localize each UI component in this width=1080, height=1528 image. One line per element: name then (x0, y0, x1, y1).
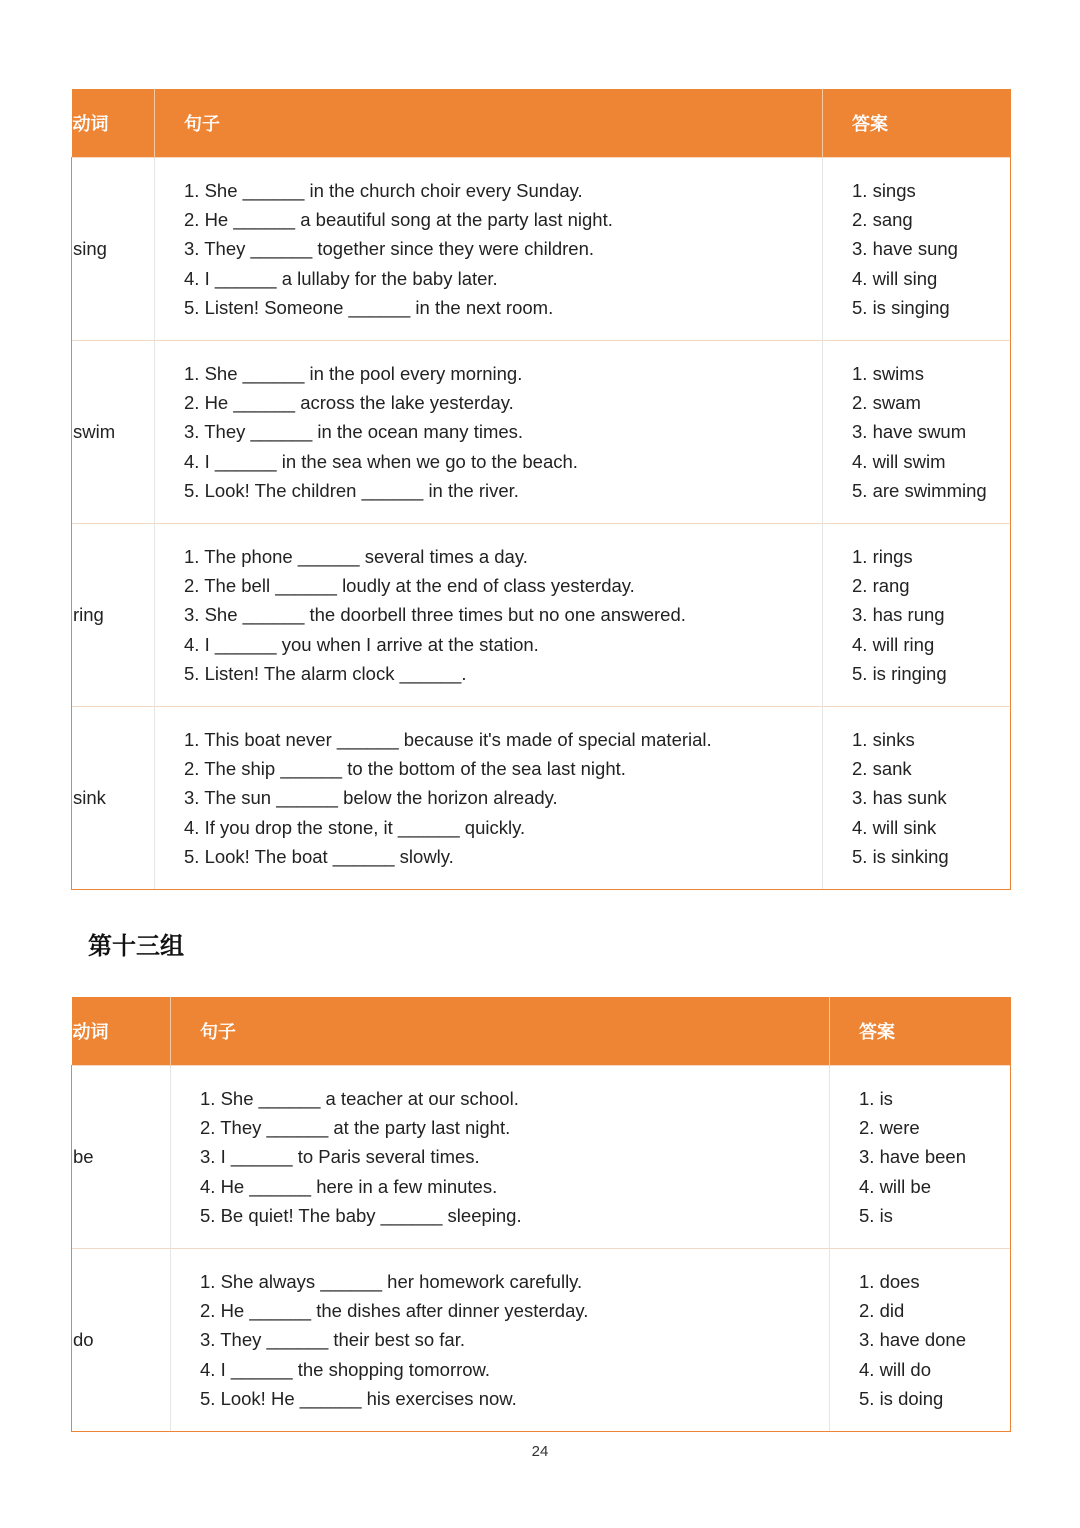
sentence-cell (155, 524, 823, 707)
sentence-line: 4. I ______ the shopping tomorrow. (200, 1358, 491, 1380)
header-sentence: 句子 (171, 997, 830, 1066)
answer-line: 1. sinks (852, 728, 915, 750)
verb-cell: ring (72, 524, 155, 707)
table-row (72, 1249, 1011, 1432)
answer-line: 4. will be (859, 1175, 931, 1197)
verb-table-2 (71, 997, 1011, 1432)
sentence-line: 1. She ______ in the pool every morning. (184, 362, 523, 384)
answer-line: 1. rings (852, 545, 913, 567)
table-body-2 (72, 1066, 1011, 1432)
answer-line: 3. have done (859, 1329, 966, 1351)
sentence-line: 3. I ______ to Paris several times. (200, 1146, 480, 1168)
answer-line: 3. has sunk (852, 787, 947, 809)
answer-cell (823, 158, 1011, 341)
sentence-line: 1. She always ______ her homework carefully. (200, 1270, 583, 1292)
sentence-line: 1. This boat never ______ because it's made of special material. (184, 728, 712, 750)
header-sentence: 句子 (155, 89, 823, 158)
answer-line: 5. is doing (859, 1387, 944, 1409)
answer-line: 1. sings (852, 179, 916, 201)
sentence-line: 5. Be quiet! The baby ______ sleeping. (200, 1204, 522, 1226)
sentence-line: 1. She ______ in the church choir every Sunday. (184, 179, 583, 201)
sentence-line: 5. Look! The children ______ in the river. (184, 479, 519, 501)
verb-table-1 (71, 89, 1011, 890)
sentence-line: 1. The phone ______ several times a day. (184, 545, 528, 567)
answer-line: 4. will ring (852, 633, 935, 655)
answer-cell (823, 707, 1011, 890)
sentence-line: 5. Listen! The alarm clock ______. (184, 662, 467, 684)
sentence-line: 3. They ______ together since they were children. (184, 238, 594, 260)
sentence-line: 3. They ______ in the ocean many times. (184, 421, 524, 443)
sentence-cell (171, 1249, 830, 1432)
sentence-line: 4. I ______ you when I arrive at the station. (184, 633, 539, 655)
table-body-1 (72, 158, 1011, 890)
answer-line: 2. sang (852, 209, 913, 231)
sentence-cell (155, 158, 823, 341)
sentence-cell (171, 1066, 830, 1249)
page-number: 24 (531, 1443, 549, 1460)
answer-line: 1. is (859, 1087, 893, 1109)
verb-cell: sink (72, 707, 155, 890)
verb-cell: be (72, 1066, 171, 1249)
answer-cell (823, 341, 1011, 524)
header-answer: 答案 (823, 89, 1011, 158)
sentence-line: 4. I ______ a lullaby for the baby later. (184, 267, 498, 289)
answer-line: 1. does (859, 1270, 920, 1292)
answer-line: 5. is ringing (852, 662, 947, 684)
answer-line: 1. swims (852, 362, 924, 384)
sentence-line: 2. He ______ the dishes after dinner yesterday. (200, 1300, 589, 1322)
group-title: 第十三组 (88, 933, 184, 960)
sentence-line: 2. He ______ across the lake yesterday. (184, 392, 514, 414)
table-row (72, 158, 1011, 341)
answer-line: 2. rang (852, 575, 910, 597)
answer-line: 4. will sink (852, 816, 937, 838)
sentence-line: 3. The sun ______ below the horizon already. (184, 787, 558, 809)
table-header-row (72, 89, 1011, 158)
table-row (72, 341, 1011, 524)
answer-line: 5. is sinking (852, 845, 949, 867)
answer-line: 3. have been (859, 1146, 966, 1168)
answer-cell (823, 524, 1011, 707)
answer-line: 2. did (859, 1300, 905, 1322)
answer-line: 3. has rung (852, 604, 945, 626)
answer-cell (830, 1066, 1011, 1249)
answer-line: 4. will swim (852, 450, 946, 472)
answer-line: 2. were (859, 1117, 920, 1139)
sentence-line: 2. He ______ a beautiful song at the party last night. (184, 209, 613, 231)
answer-line: 3. have sung (852, 238, 958, 260)
sentence-line: 2. The ship ______ to the bottom of the sea last night. (184, 758, 626, 780)
table-header-row (72, 997, 1011, 1066)
table-row (72, 1066, 1011, 1249)
sentence-line: 3. They ______ their best so far. (200, 1329, 465, 1351)
sentence-line: 5. Listen! Someone ______ in the next room. (184, 296, 554, 318)
sentence-cell (155, 707, 823, 890)
table-row (72, 707, 1011, 890)
answer-line: 5. is (859, 1204, 893, 1226)
answer-line: 2. swam (852, 392, 921, 414)
sentence-line: 2. The bell ______ loudly at the end of class yesterday. (184, 575, 635, 597)
sentence-line: 3. She ______ the doorbell three times but no one answered. (184, 604, 686, 626)
sentence-line: 1. She ______ a teacher at our school. (200, 1087, 519, 1109)
sentence-line: 4. I ______ in the sea when we go to the beach. (184, 450, 578, 472)
answer-line: 3. have swum (852, 421, 967, 443)
answer-line: 5. are swimming (852, 479, 987, 501)
table-row (72, 524, 1011, 707)
header-verb: 动词 (72, 997, 171, 1066)
verb-cell: sing (72, 158, 155, 341)
answer-line: 5. is singing (852, 296, 950, 318)
answer-line: 4. will sing (852, 267, 938, 289)
sentence-line: 4. If you drop the stone, it ______ quickly. (184, 816, 526, 838)
sentence-line: 5. Look! He ______ his exercises now. (200, 1387, 517, 1409)
sentence-line: 4. He ______ here in a few minutes. (200, 1175, 498, 1197)
sentence-line: 2. They ______ at the party last night. (200, 1117, 511, 1139)
answer-line: 4. will do (859, 1358, 931, 1380)
header-answer: 答案 (830, 997, 1011, 1066)
header-verb: 动词 (72, 89, 155, 158)
answer-cell (830, 1249, 1011, 1432)
verb-cell: do (72, 1249, 171, 1432)
sentence-line: 5. Look! The boat ______ slowly. (184, 845, 454, 867)
verb-cell: swim (72, 341, 155, 524)
answer-line: 2. sank (852, 758, 912, 780)
sentence-cell (155, 341, 823, 524)
